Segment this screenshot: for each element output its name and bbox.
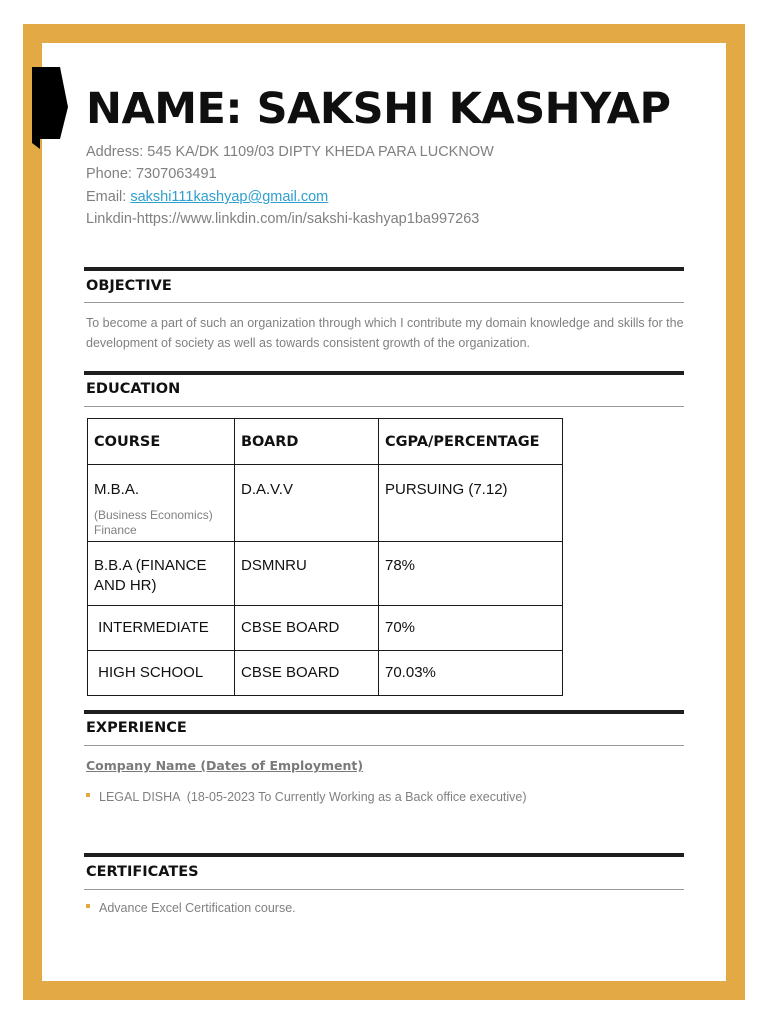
list-item	[86, 790, 527, 804]
board-cell: CBSE BOARD	[235, 651, 379, 696]
course-note: (Business Economics) Finance	[94, 508, 213, 537]
section-divider-thin	[84, 406, 684, 407]
table-row	[88, 651, 563, 696]
table-header-row	[88, 419, 563, 465]
bullet-icon	[86, 793, 90, 797]
list-item	[86, 901, 296, 915]
section-divider-thin	[84, 302, 684, 303]
header-cell-score: CGPA/PERCENTAGE	[379, 419, 563, 465]
header-cell-course: COURSE	[88, 419, 235, 465]
section-divider-thick	[84, 267, 684, 271]
section-divider-thick	[84, 371, 684, 375]
board-cell: CBSE BOARD	[235, 606, 379, 651]
table-row	[88, 542, 563, 606]
bullet-icon	[86, 904, 90, 908]
table-row	[88, 606, 563, 651]
header-cell-board: BOARD	[235, 419, 379, 465]
email-label: Email:	[86, 189, 131, 205]
address-line: Address: 545 KA/DK 1109/03 DIPTY KHEDA PARA LUCKNOW	[86, 144, 494, 160]
objective-text: To become a part of such an organization through which I contribute my domain knowledge and skills for the development of society as well as towards consistent growth of the organization.	[86, 316, 684, 350]
email-link[interactable]: sakshi111kashyap@gmail.com	[130, 189, 329, 205]
score-cell: PURSUING (7.12)	[379, 465, 563, 542]
course-name: M.B.A.	[94, 481, 140, 498]
section-divider-thick	[84, 710, 684, 714]
company-header: Company Name (Dates of Employment)	[86, 758, 364, 773]
experience-item-text: LEGAL DISHA (18-05-2023 To Currently Working as a Back office executive)	[99, 790, 527, 804]
certificate-item-text: Advance Excel Certification course.	[99, 901, 296, 915]
section-divider-thin	[84, 745, 684, 746]
score-cell: 70.03%	[379, 651, 563, 696]
linkedin-line: Linkdin-https://www.linkdin.com/in/sakshi-kashyap1ba997263	[86, 211, 480, 227]
table-row	[88, 465, 563, 542]
course-cell: INTERMEDIATE	[88, 606, 235, 651]
section-tab-marker-icon	[32, 67, 68, 149]
certificates-heading: CERTIFICATES	[86, 864, 199, 880]
course-cell	[88, 465, 235, 542]
course-cell: B.B.A (FINANCE AND HR)	[88, 542, 235, 606]
candidate-name: NAME: SAKSHI KASHYAP	[86, 84, 671, 134]
score-cell: 70%	[379, 606, 563, 651]
phone-line: Phone: 7307063491	[86, 166, 217, 182]
board-cell: D.A.V.V	[235, 465, 379, 542]
email-line	[86, 189, 328, 205]
score-cell: 78%	[379, 542, 563, 606]
education-table	[87, 418, 563, 696]
board-cell: DSMNRU	[235, 542, 379, 606]
objective-heading: OBJECTIVE	[86, 278, 172, 294]
course-cell: HIGH SCHOOL	[88, 651, 235, 696]
section-divider-thick	[84, 853, 684, 857]
experience-heading: EXPERIENCE	[86, 720, 187, 736]
section-divider-thin	[84, 889, 684, 890]
education-heading: EDUCATION	[86, 381, 181, 397]
